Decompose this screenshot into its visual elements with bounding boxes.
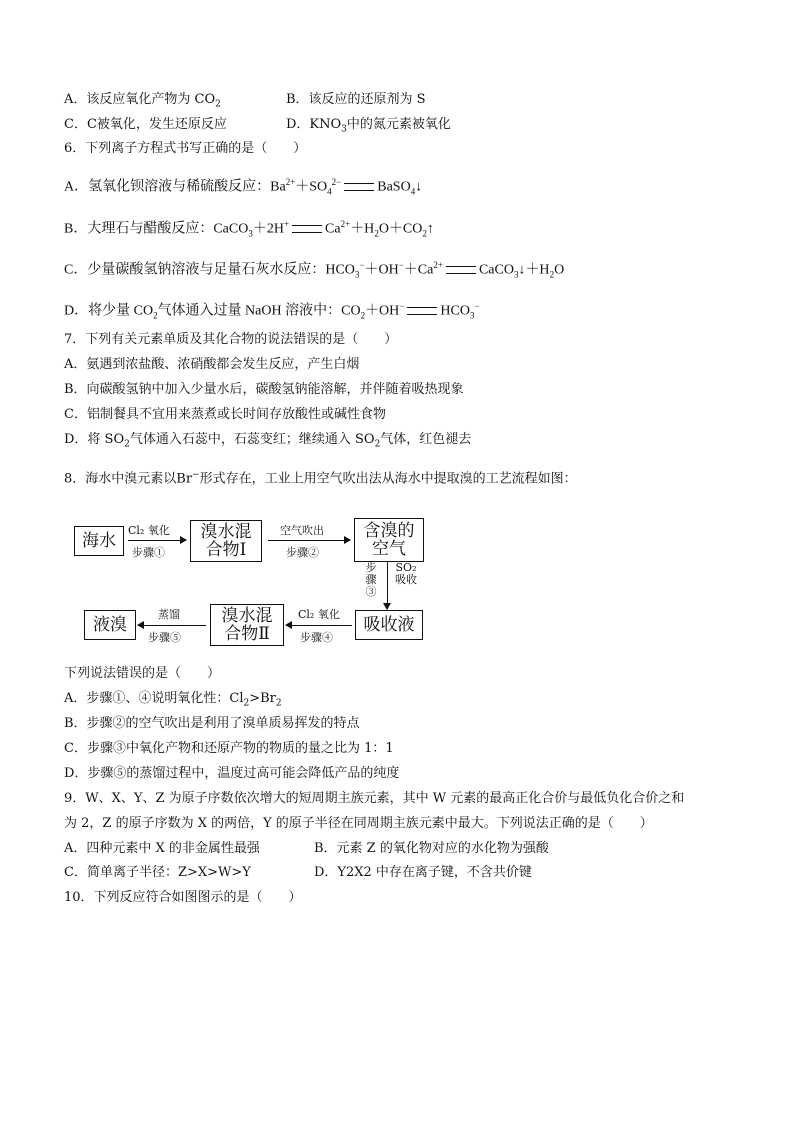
step5-name: 步骤⑤ [148,631,181,644]
step4-name: 步骤④ [300,631,333,644]
q10-stem: 10．下列反应符合如图图示的是（ ） [64,890,302,905]
q5-option-a: A．该反应氧化产物为 $CO_2$ [64,92,221,110]
q8-option-a: A．步骤①、④说明氧化性：$Cl_2>Br_2$ [64,691,282,709]
q9-option-b: B．元素 Z 的氧化物对应的水化物为强酸 [314,841,549,856]
q8-option-b: B．步骤②的空气吹出是利用了溴单质易挥发的特点 [64,716,360,731]
q5-option-d: D．$KNO_3$中的氮元素被氧化 [286,117,451,135]
q8-stem: 8．海水中溴元素以Br−形式存在，工业上用空气吹出法从海水中提取溴的工艺流程如图： [64,470,577,487]
q9-option-d: D．Y2X2 中存在离子键，不含共价键 [314,865,532,880]
step3-name: 步骤③ [365,561,377,598]
q7-option-a: A．氨遇到浓盐酸、浓硝酸都会发生反应，产生白烟 [64,357,360,372]
q8-option-d: D．步骤⑤的蒸馏过程中，温度过高可能会降低产品的纯度 [64,766,400,781]
box-mixture-2: 溴水混 合物Ⅱ [210,604,284,646]
q9-option-a: A．四种元素中 X 的非金属性最强 [64,841,260,856]
q9-stem-line2: 为 2，Z 的原子序数为 X 的两倍，Y 的原子半径在同周期主族元素中最大。下列说法正确的是（ ） [64,816,653,831]
q8-sub-stem: 下列说法错误的是（ ） [64,666,221,681]
q7-stem: 7．下列有关元素单质及其化合物的说法错误的是（ ） [64,332,398,347]
box-seawater: 海水 [74,526,124,556]
step4-label: Cl₂ 氧化 [298,608,340,621]
box-absorption-liquid: 吸收液 [355,610,423,640]
box-liquid-bromine: 液溴 [84,610,136,640]
q7-option-c: C．铝制餐具不宜用来蒸煮或长时间存放酸性或碱性食物 [64,407,386,422]
step2-label: 空气吹出 [280,524,324,537]
q9-stem-line1: 9．W、X、Y、Z 为原子序数依次增大的短周期主族元素，其中 W 元素的最高正化合价与最低负化合价之和 [64,791,685,806]
q6-option-c: C．少量碳酸氢钠溶液与足量石灰水反应：$HCO_3^-+OH^-+Ca^{2+}$ $CaCO_3↓+H_2O$ [64,260,565,280]
box-mixture-1: 溴水混 合物Ⅰ [190,520,262,562]
bromine-process-diagram [72,518,432,648]
q6-stem: 6．下列离子方程式书写正确的是（ ） [64,141,307,156]
step1-arrow [128,540,186,541]
step5-label: 蒸馏 [158,608,180,621]
step3-label: SO₂吸收 [395,561,417,586]
q7-option-d: D．将 $SO_2$气体通入石蕊中，石蕊变红；继续通入 $SO_2$气体，红色褪去 [64,432,472,450]
box-bromine-air: 含溴的 空气 [354,518,424,562]
step4-arrow [286,625,352,626]
step2-name: 步骤② [286,546,319,559]
step5-arrow [138,625,206,626]
q9-option-c: C．简单离子半径：Z>X>W>Y [64,865,251,880]
q8-option-c: C．步骤③中氧化产物和还原产物的物质的量之比为 1：1 [64,741,394,756]
q6-option-d: D．将少量 $CO_2$气体通入过量 NaOH 溶液中：$CO_2+OH^-$ $HCO_3^-$ [64,301,480,321]
q6-option-b: B．大理石与醋酸反应：CaCO$_3$＋2H+ $Ca^{2+}+H_2O+CO_2↑$ [64,219,434,239]
q6-option-a: A．氢氧化钡溶液与稀硫酸反应：$Ba^{2+}+SO_4^{2-}$ BaSO$_4$↓ [64,177,423,197]
step1-name: 步骤① [132,546,165,559]
step3-arrow [387,561,388,609]
q5-option-b: B．该反应的还原剂为 S [286,92,426,107]
q7-option-b: B．向碳酸氢钠中加入少量水后，碳酸氢钠能溶解，并伴随着吸热现象 [64,382,464,397]
q5-option-c: C．C被氧化，发生还原反应 [64,117,227,132]
step1-label: Cl₂ 氧化 [128,524,170,537]
step2-arrow [268,540,350,541]
